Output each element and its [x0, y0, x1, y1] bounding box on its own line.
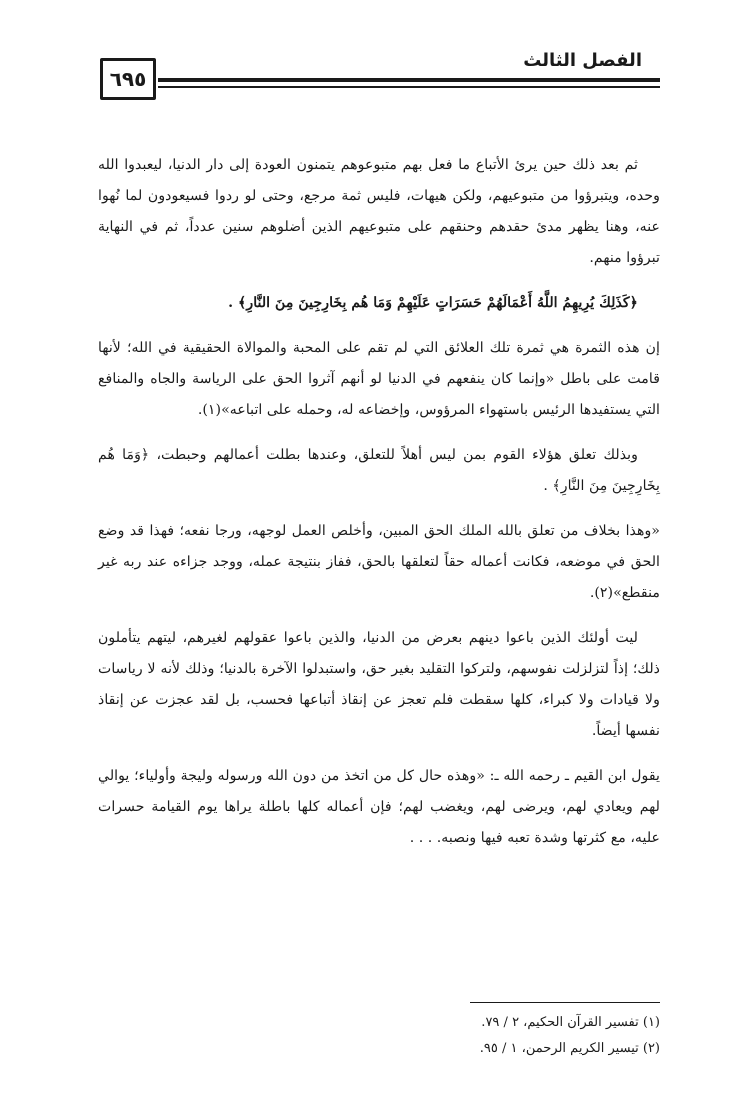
- quran-verse: ﴿كَذَلِكَ يُرِيهِمُ اللَّهُ أَعْمَالَهُمْ حَسَرَاتٍ عَلَيْهِمْ وَمَا هُم بِخَارِجِينَ مِنَ النَّارِ﴾ .: [228, 295, 638, 311]
- main-text: [98, 150, 660, 868]
- page-header: [100, 48, 660, 108]
- quote-paragraph: يقول ابن القيم ـ رحمه الله ـ: «وهذه حال كل من اتخذ من دون الله ورسوله وليجة وأولياء؛ يوالي لهم ويعادي لهم، ويرضى لهم، ويغضب لهم؛ فإن أعماله كلها باطلة يراها يوم القيامة حسرات عليه، مع كثرتها وشدة تعبه فيها ونصبه. . . .: [98, 768, 660, 846]
- footnote: (١) تفسير القرآن الحكيم، ٢ / ٧٩.: [481, 1015, 660, 1030]
- paragraph: إن هذه الثمرة هي ثمرة تلك العلائق التي لم تقم على المحبة والموالاة الحقيقية في الله؛ لأنها قامت على باطل «وإنما كان ينفعهم في الدنيا لو أنهم آثروا الحق على الرياسة والجاه والمنافع التي يستفيدها الرئيس باستهواء المرؤوس، وإخضاعه له، وحمله على اتباعه»(١).: [98, 340, 660, 418]
- footnote-divider: [470, 1002, 660, 1003]
- paragraph: وبذلك تعلق هؤلاء القوم بمن ليس أهلاً للتعلق، وعندها بطلت أعمالهم وحبطت، ﴿وَمَا هُم بِخَارِجِينَ مِنَ النَّارِ﴾ .: [98, 447, 660, 494]
- paragraph: ليت أولئك الذين باعوا دينهم بعرض من الدنيا، والذين باعوا عقولهم لغيرهم، ليتهم يتأملون ذلك؛ إذاً لتزلزلت نفوسهم، ولتركوا التقليد بغير حق، واستبدلوا الآخرة بالدنيا؛ وذلك لأنه لا رياسات ولا قيادات ولا كبراء، كلها سقطت فلم تعجز عن إنقاذ أتباعها فحسب، بل لقد عجزت عن إنقاذ نفسها أيضاً.: [98, 630, 660, 739]
- page-number: ٦٩٥: [100, 58, 156, 100]
- footnotes: [98, 1010, 660, 1062]
- footnote: (٢) تيسير الكريم الرحمن، ١ / ٩٥.: [479, 1041, 660, 1056]
- quote-paragraph: «وهذا بخلاف من تعلق بالله الملك الحق المبين، وأخلص العمل لوجهه، ورجا نفعه؛ فهذا قد وضع الحق في موضعه، فكانت أعماله حقاً لتعلقها بالحق، ففاز بنتيجة عمله، ووجد جزاءه عند ربه غير منقطع»(٢).: [98, 523, 660, 601]
- chapter-title: الفصل الثالث: [523, 50, 642, 71]
- header-rule-thin: [158, 86, 660, 88]
- paragraph: ثم بعد ذلك حين يرئ الأتباع ما فعل بهم متبوعوهم يتمنون العودة إلى دار الدنيا، ليعبدوا الله وحده، ويتبرؤوا من متبوعيهم، ولكن هيهات، فليس ثمة مرجع، وحتى لو ردوا فسيعودون لما نُهوا عنه، وهنا يظهر مدئ حقدهم وحنقهم على متبوعيهم الذين أضلوهم سنين عدداً، ثم في النهاية تبرؤوا منهم.: [98, 157, 660, 266]
- header-rule-thick: [158, 78, 660, 82]
